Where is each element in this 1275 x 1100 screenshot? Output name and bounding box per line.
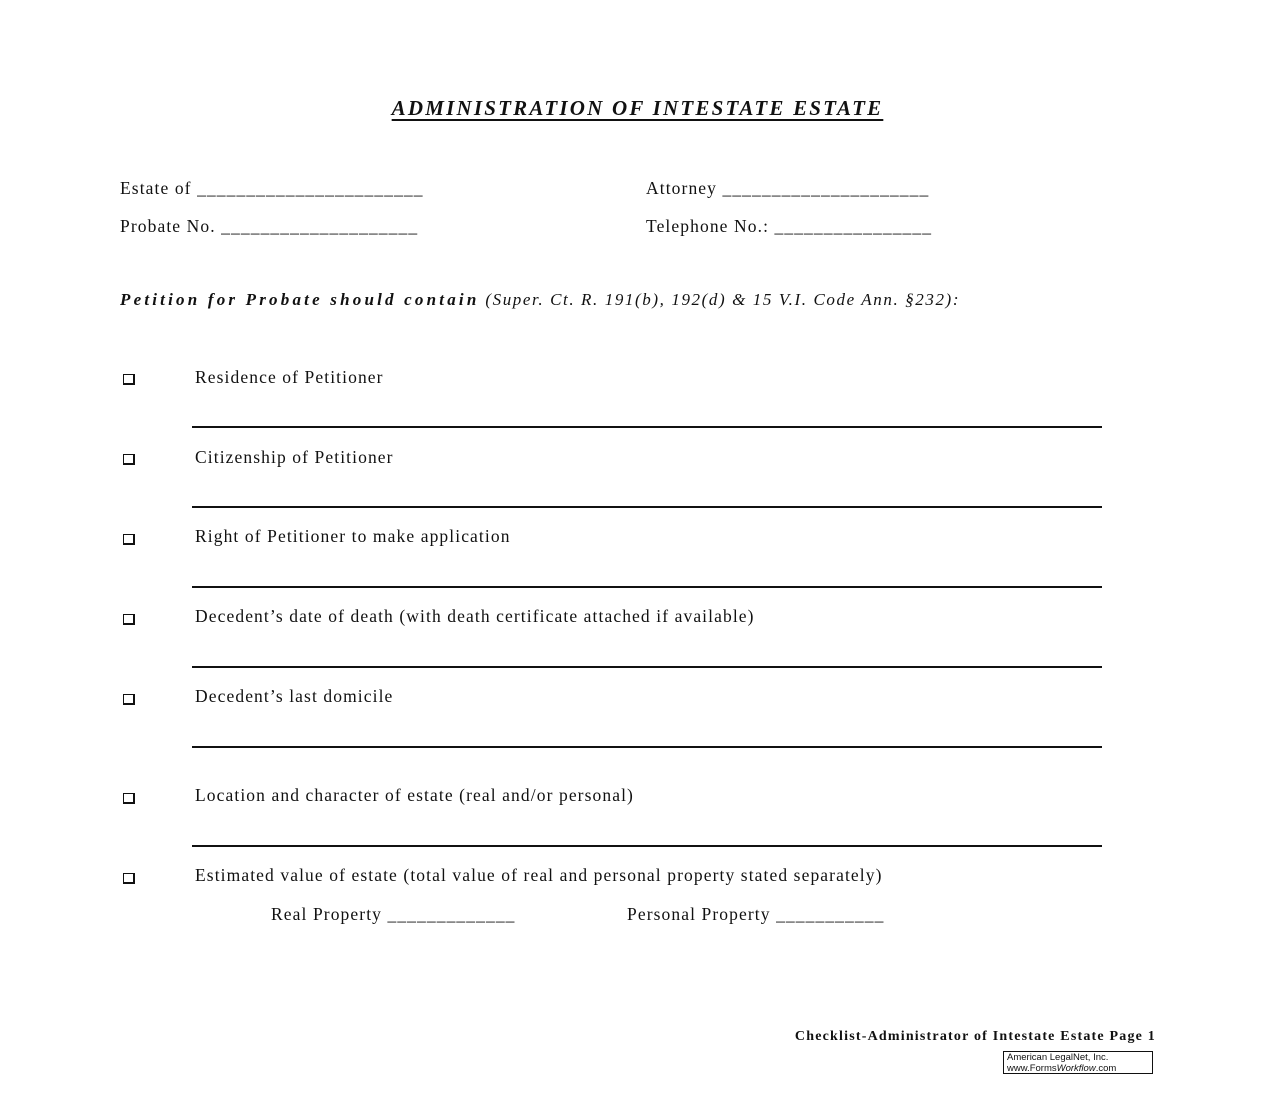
item-last-domicile: Decedent’s last domicile	[195, 686, 394, 706]
checkbox-date-of-death[interactable]	[123, 614, 135, 625]
logo-website	[1007, 1064, 1152, 1075]
item-date-of-death: Decedent’s date of death (with death certificate attached if available)	[195, 606, 755, 626]
estate-of-field[interactable]: Estate of _______________________	[120, 178, 424, 198]
logo-website-a: www.Forms	[1007, 1062, 1057, 1074]
answer-line-citizenship[interactable]	[192, 506, 1102, 508]
answer-line-last-domicile[interactable]	[192, 746, 1102, 748]
answer-line-residence[interactable]	[192, 426, 1102, 428]
checkbox-right-to-apply[interactable]	[123, 534, 135, 545]
attorney-field[interactable]: Attorney _____________________	[646, 178, 930, 198]
publisher-logo	[1003, 1051, 1153, 1074]
personal-property-field[interactable]: Personal Property ___________	[627, 904, 885, 924]
logo-website-c: .com	[1095, 1062, 1117, 1074]
item-location-character: Location and character of estate (real and/or personal)	[195, 785, 634, 805]
logo-company: American LegalNet, Inc.	[1007, 1052, 1109, 1063]
item-estimated-value: Estimated value of estate (total value of real and personal property stated separately)	[195, 865, 883, 885]
petition-citation: (Super. Ct. R. 191(b), 192(d) & 15 V.I. Code Ann. §232):	[485, 290, 961, 309]
telephone-no-field[interactable]: Telephone No.: ________________	[646, 216, 933, 236]
checkbox-residence[interactable]	[123, 374, 135, 385]
answer-line-right-to-apply[interactable]	[192, 586, 1102, 588]
item-right-to-apply: Right of Petitioner to make application	[195, 526, 511, 546]
petition-lead: Petition for Probate should contain	[120, 290, 480, 309]
checkbox-location-character[interactable]	[123, 793, 135, 804]
checkbox-estimated-value[interactable]	[123, 873, 135, 884]
checkbox-last-domicile[interactable]	[123, 694, 135, 705]
logo-website-b: Workflow	[1056, 1062, 1096, 1074]
checkbox-citizenship[interactable]	[123, 454, 135, 465]
page-footer: Checklist-Administrator of Intestate Estate Page 1	[794, 1029, 1156, 1044]
item-residence: Residence of Petitioner	[195, 367, 384, 387]
page-title: ADMINISTRATION OF INTESTATE ESTATE	[391, 96, 884, 120]
answer-line-date-of-death[interactable]	[192, 666, 1102, 668]
real-property-field[interactable]: Real Property _____________	[271, 904, 516, 924]
answer-line-location-character[interactable]	[192, 845, 1102, 847]
item-citizenship: Citizenship of Petitioner	[195, 447, 394, 467]
probate-no-field[interactable]: Probate No. ____________________	[120, 216, 419, 236]
petition-heading	[120, 290, 1160, 310]
